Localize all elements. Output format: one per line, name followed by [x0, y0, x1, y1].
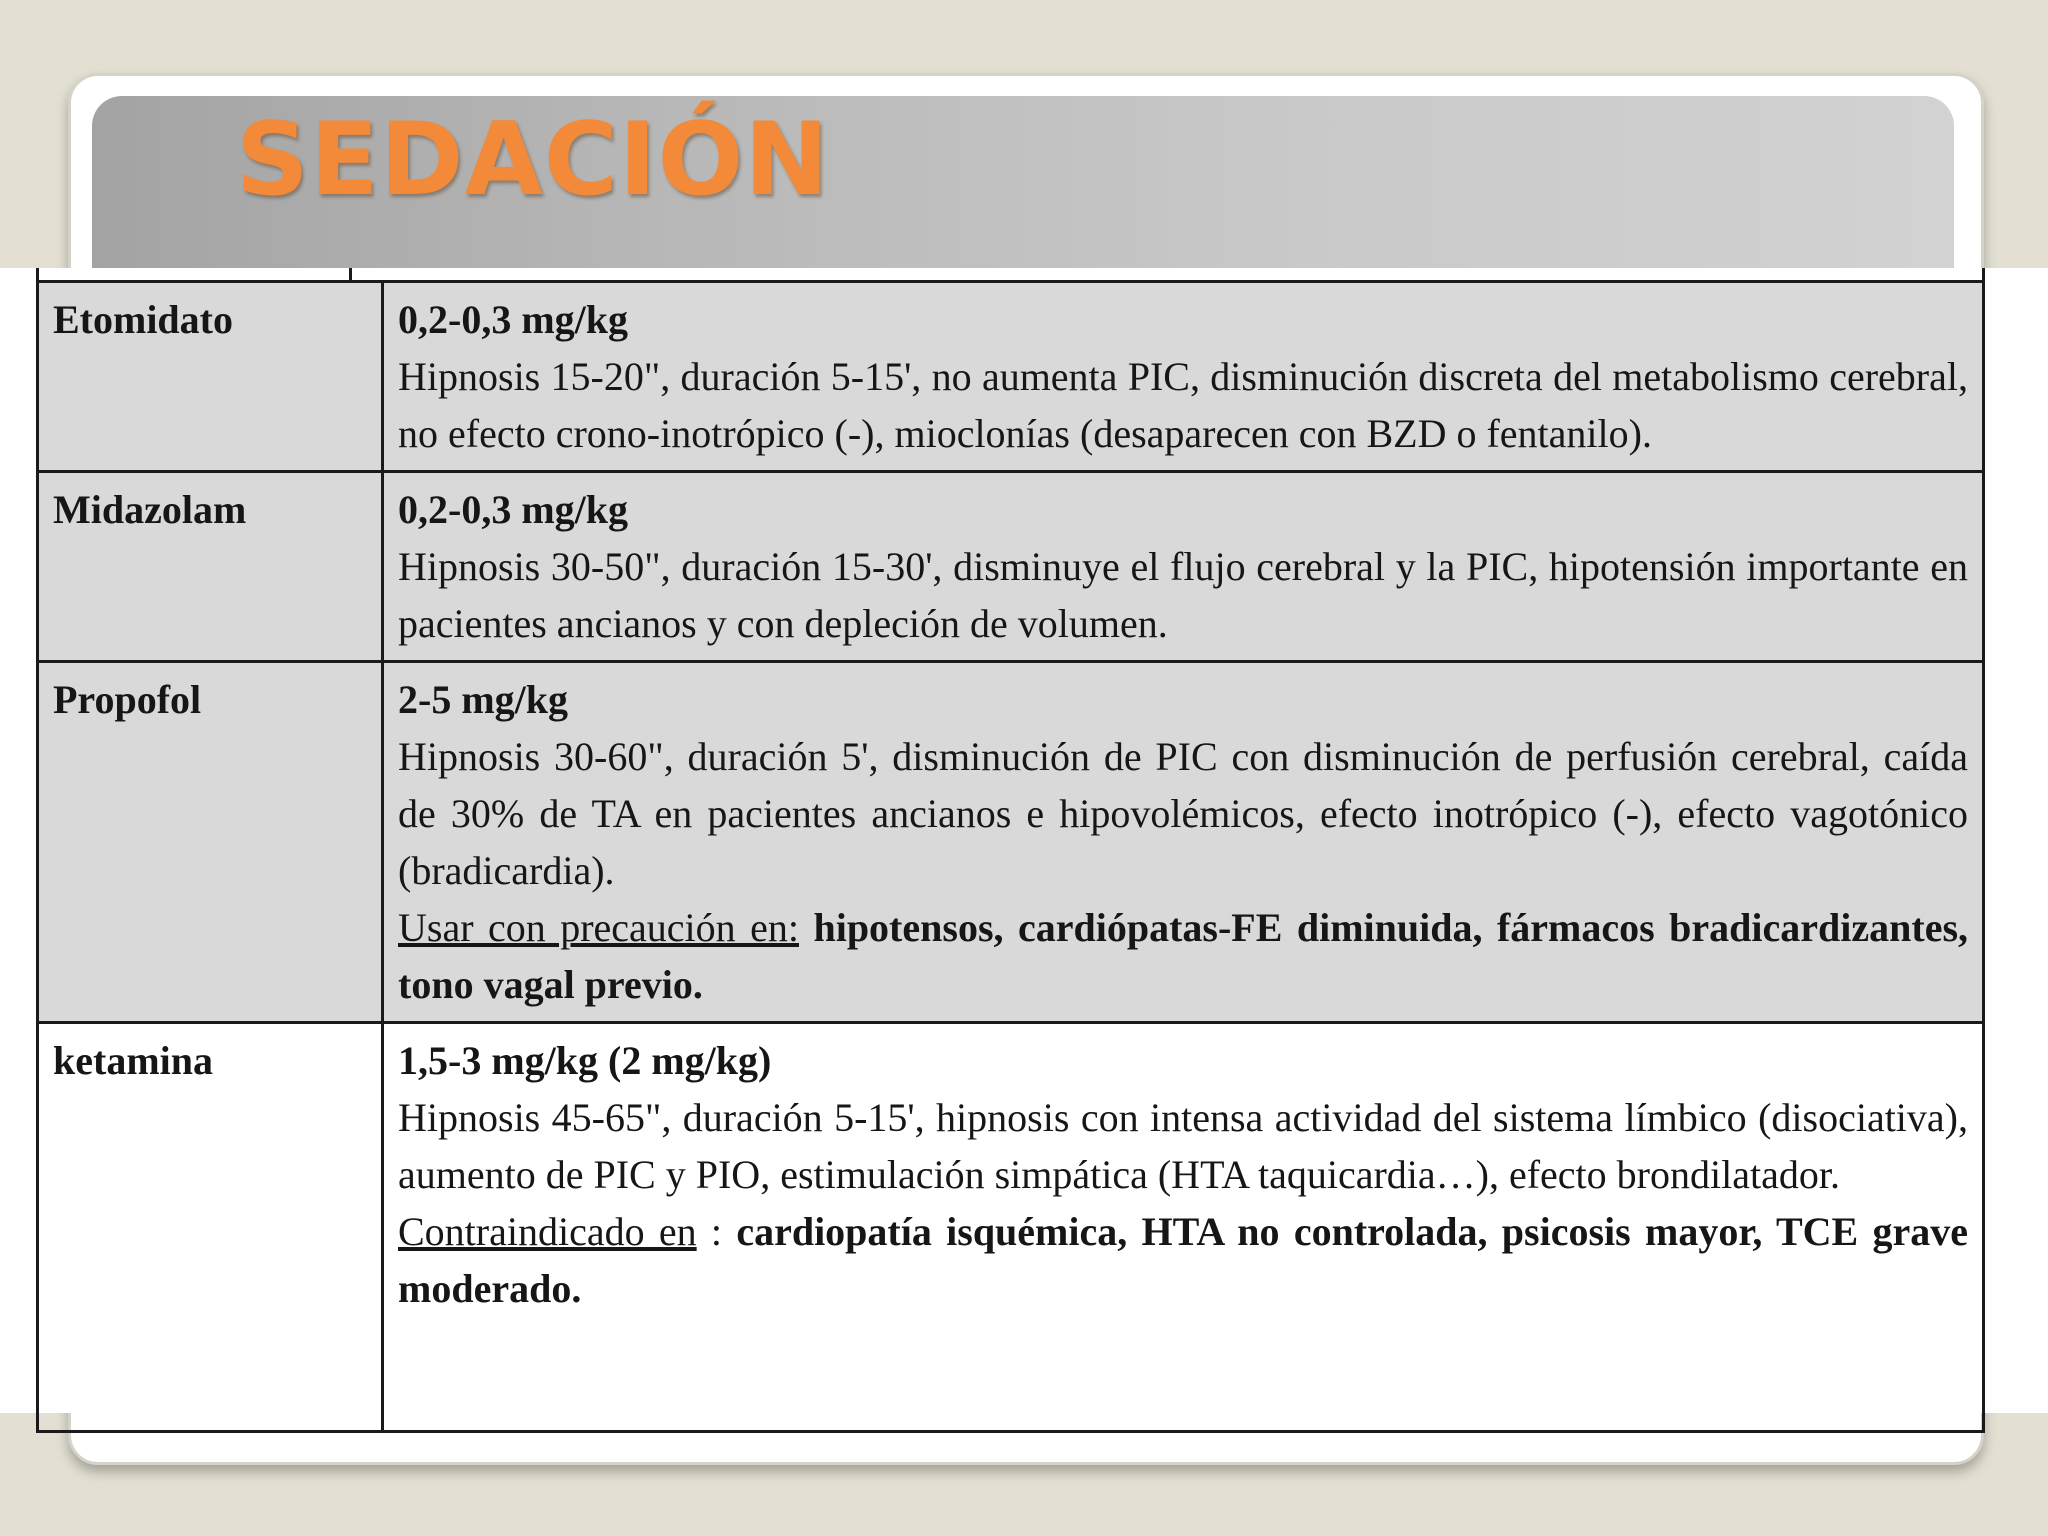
table-top-edge: [36, 268, 1985, 280]
sedation-drug-table: [36, 280, 1985, 1433]
drug-description: Hipnosis 30-50", duración 15-30', disminuye el flujo cerebral y la PIC, hipotensión importante en pacientes ancianos y con depleción de volumen.: [398, 544, 1968, 646]
caution-label: Usar con precaución en:: [398, 905, 799, 950]
drug-dose: 0,2-0,3 mg/kg: [398, 487, 628, 532]
drug-details: [383, 662, 1984, 1023]
drug-caution: [398, 899, 1968, 1013]
contraindication-label: Contraindicado en: [398, 1209, 697, 1254]
slide-title: SEDACIÓN: [236, 100, 830, 218]
drug-description: Hipnosis 30-60", duración 5', disminución de PIC con disminución de perfusión cerebral, caída de 30% de TA en pacientes ancianos e hipovolémicos, efecto inotrópico (-), efecto vagotónico (bradicardia).: [398, 734, 1968, 893]
drug-description: Hipnosis 15-20", duración 5-15', no aumenta PIC, disminución discreta del metabolismo cerebral, no efecto crono-inotrópico (-), mioclonías (desaparecen con BZD o fentanilo).: [398, 354, 1968, 456]
table-top-divider: [349, 268, 352, 280]
drug-details: [383, 1023, 1984, 1432]
drug-description: Hipnosis 45-65", duración 5-15', hipnosis con intensa actividad del sistema límbico (disociativa), aumento de PIC y PIO, estimulación simpática (HTA taquicardia…), efecto brondilatador.: [398, 1095, 1968, 1197]
drug-name: ketamina: [38, 1023, 383, 1432]
drug-details: [383, 282, 1984, 472]
table-row-propofol: [38, 662, 1984, 1023]
caution-text: hipotensos, cardiópatas-FE diminuida, fármacos bradicardizantes, tono vagal previo.: [398, 905, 1969, 1007]
table-row-midazolam: [38, 472, 1984, 662]
drug-name: Midazolam: [38, 472, 383, 662]
contraindication-text: cardiopatía isquémica, HTA no controlada, psicosis mayor, TCE grave moderado.: [398, 1209, 1968, 1311]
drug-dose: 2-5 mg/kg: [398, 677, 568, 722]
drug-name: Propofol: [38, 662, 383, 1023]
drug-contraindication: [398, 1203, 1968, 1317]
drug-name: Etomidato: [38, 282, 383, 472]
drug-dose: 0,2-0,3 mg/kg: [398, 297, 628, 342]
drug-dose: 1,5-3 mg/kg (2 mg/kg): [398, 1038, 772, 1083]
table-image: [0, 268, 2048, 1413]
table-row-ketamina: [38, 1023, 1984, 1432]
table-row-etomidato: [38, 282, 1984, 472]
contraindication-separator: :: [696, 1209, 737, 1254]
drug-details: [383, 472, 1984, 662]
